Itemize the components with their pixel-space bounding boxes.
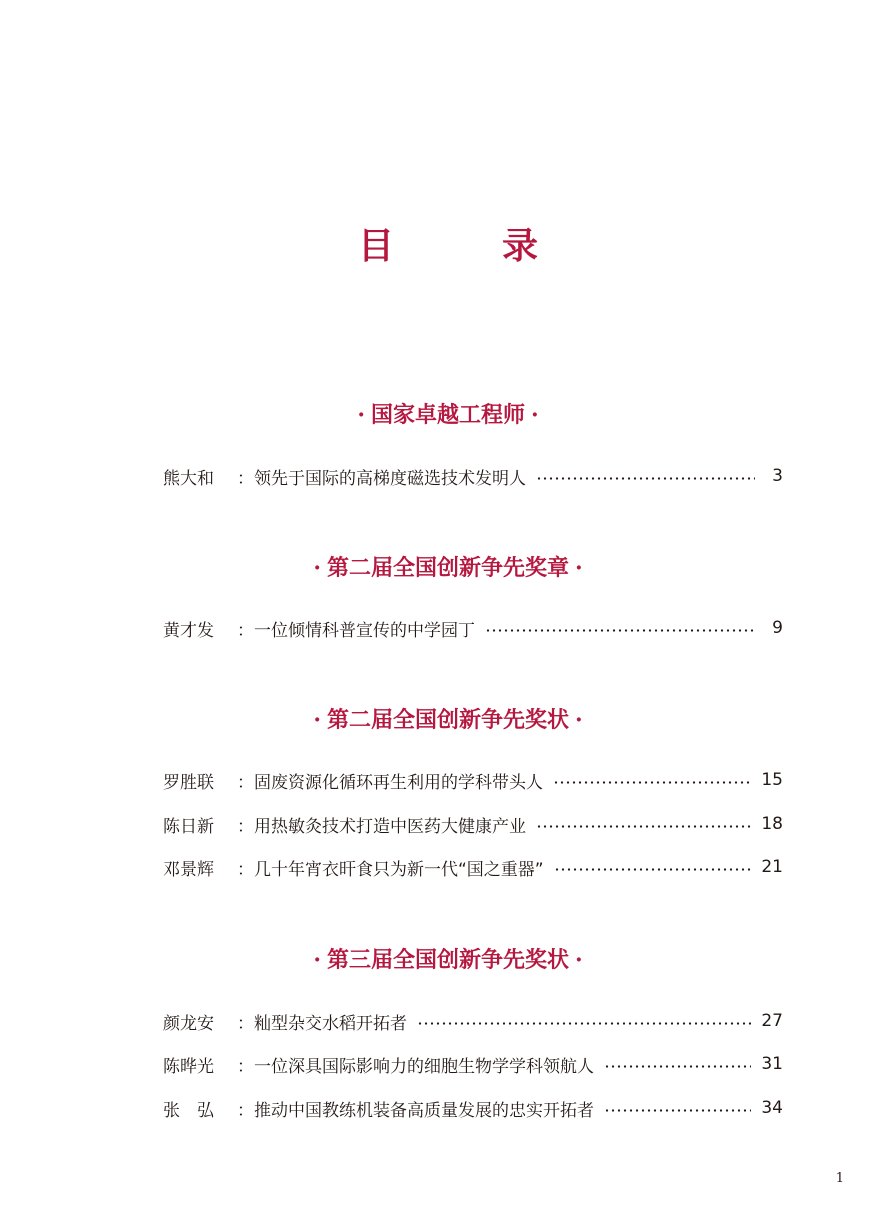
section-heading-text: 国家卓越工程师 — [370, 402, 525, 428]
entry-separator: ： — [237, 816, 254, 837]
entry-separator: ： — [237, 468, 254, 489]
entry-title: 籼型杂交水稻开拓者 — [254, 1013, 407, 1034]
bullet-dot: · — [575, 947, 583, 973]
bullet-dot: · — [313, 707, 321, 733]
section-heading-text: 第三届全国创新争先奖状 — [326, 947, 569, 973]
entry-title: 用热敏灸技术打造中医药大健康产业 — [254, 816, 526, 837]
entry-separator: ： — [237, 772, 254, 793]
section-heading — [0, 398, 896, 429]
entry-author: 张 弘 — [163, 1100, 214, 1121]
toc-entry[interactable] — [163, 464, 783, 488]
toc-entry[interactable] — [163, 616, 783, 640]
bullet-dot: · — [313, 555, 321, 581]
entry-page-number: 15 — [761, 770, 783, 790]
section-heading-text: 第二届全国创新争先奖状 — [326, 707, 569, 733]
entry-title: 固废资源化循环再生利用的学科带头人 — [254, 772, 543, 793]
entry-page-number: 21 — [761, 857, 783, 877]
dot-leader — [536, 477, 755, 480]
bullet-dot: · — [313, 947, 321, 973]
bullet-dot: · — [575, 555, 583, 581]
dot-leader — [554, 868, 752, 871]
dot-leader — [417, 1022, 751, 1025]
bullet-dot: · — [575, 707, 583, 733]
toc-entry[interactable] — [163, 1009, 783, 1033]
entry-author: 罗胜联 — [163, 772, 214, 793]
entry-separator: ： — [237, 1056, 254, 1077]
toc-entry[interactable] — [163, 812, 783, 836]
entry-page-number: 18 — [761, 814, 783, 834]
page-title: 目 录 — [357, 225, 574, 267]
entry-separator: ： — [237, 620, 254, 641]
toc-entry[interactable] — [163, 1096, 783, 1120]
entry-title: 一位倾情科普宣传的中学园丁 — [254, 620, 475, 641]
entry-separator: ： — [237, 859, 254, 880]
dot-leader — [604, 1109, 751, 1112]
entry-page-number: 9 — [772, 618, 783, 638]
section-heading — [0, 703, 896, 734]
entry-separator: ： — [237, 1013, 254, 1034]
entry-author: 黄才发 — [163, 620, 214, 641]
entry-page-number: 31 — [761, 1054, 783, 1074]
entry-title: 领先于国际的高梯度磁选技术发明人 — [254, 468, 526, 489]
dot-leader — [604, 1065, 751, 1068]
dot-leader — [485, 629, 755, 632]
entry-separator: ： — [237, 1100, 254, 1121]
entry-title: 几十年宵衣旰食只为新一代“国之重器” — [254, 859, 544, 880]
bullet-dot: · — [531, 402, 539, 428]
section-heading — [0, 551, 896, 582]
entry-page-number: 3 — [772, 466, 783, 486]
entry-author: 颜龙安 — [163, 1013, 214, 1034]
entry-page-number: 34 — [761, 1098, 783, 1118]
dot-leader — [536, 825, 751, 828]
toc-entry[interactable] — [163, 768, 783, 792]
section-heading — [0, 943, 896, 974]
entry-author: 邓景辉 — [163, 859, 214, 880]
bullet-dot: · — [357, 402, 365, 428]
entry-title: 一位深具国际影响力的细胞生物学学科领航人 — [254, 1056, 594, 1077]
entry-title: 推动中国教练机装备高质量发展的忠实开拓者 — [254, 1100, 594, 1121]
toc-entry[interactable] — [163, 855, 783, 879]
page-number: 1 — [835, 1171, 844, 1186]
section-heading-text: 第二届全国创新争先奖章 — [326, 555, 569, 581]
entry-author: 熊大和 — [163, 468, 214, 489]
dot-leader — [553, 781, 751, 784]
entry-page-number: 27 — [761, 1011, 783, 1031]
entry-author: 陈晔光 — [163, 1056, 214, 1077]
entry-author: 陈日新 — [163, 816, 214, 837]
toc-entry[interactable] — [163, 1052, 783, 1076]
